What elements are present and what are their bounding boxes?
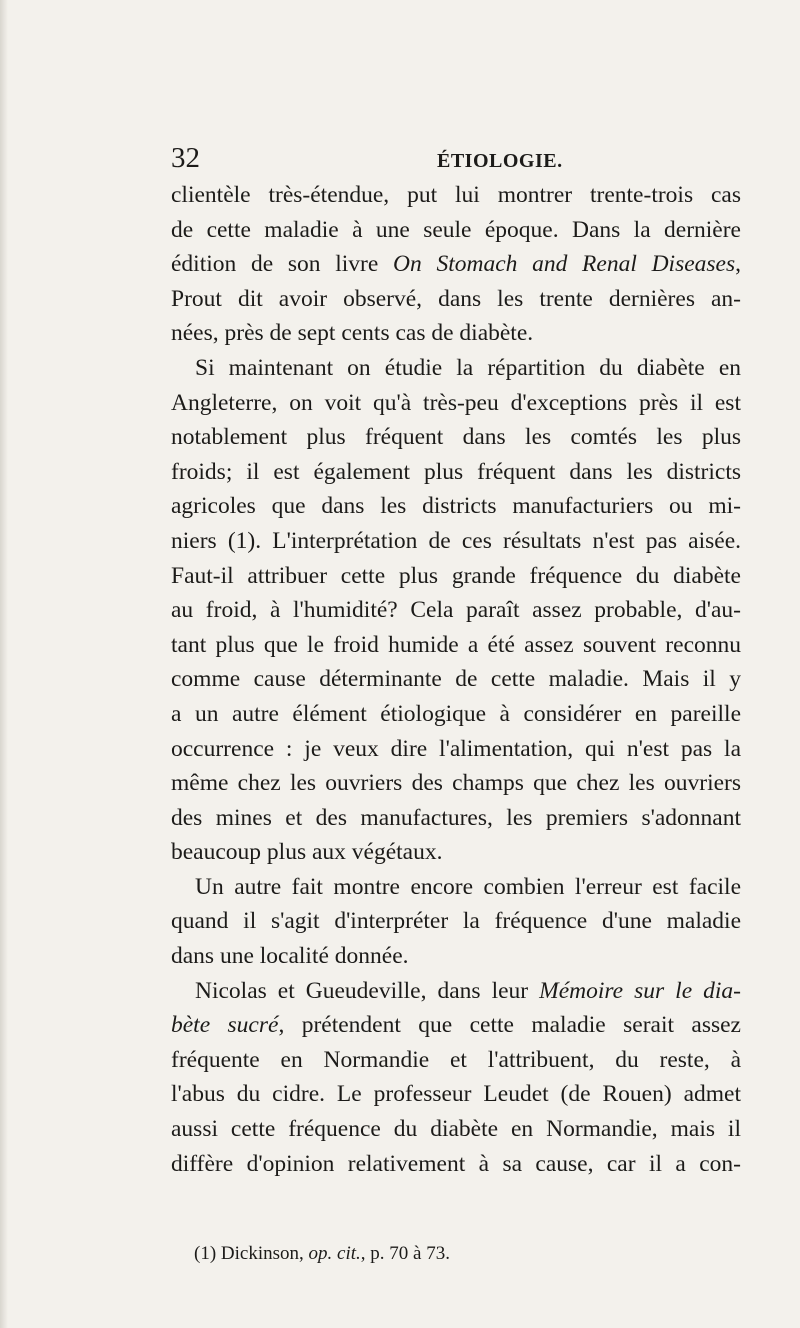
- text-line: aussi cette fréquence du diabète en Normandie, mais il: [171, 1116, 741, 1143]
- text-line: clientèle très-étendue, put lui montrer trente-trois cas: [171, 182, 741, 208]
- text-line: bète sucré, prétendent que cette maladie serait assez: [171, 1012, 741, 1039]
- text-line: niers (1). L'interprétation de ces résultats n'est pas aisée.: [171, 527, 741, 554]
- page-header: [171, 143, 741, 173]
- italic-title: Mémoire sur le dia-: [539, 977, 741, 1004]
- text-line: Faut-il attribuer cette plus grande fréquence du diabète: [171, 562, 741, 589]
- italic-title: bète sucré: [171, 1012, 279, 1039]
- text-line: dans une localité donnée.: [171, 943, 409, 970]
- text-line: Un autre fait montre encore combien l'erreur est facile: [195, 873, 741, 900]
- paragraph: [171, 351, 741, 870]
- italic-title: op. cit.: [308, 1243, 361, 1264]
- footnote-marker: (1): [194, 1243, 221, 1264]
- text-line: Prout dit avoir observé, dans les trente dernières an-: [171, 285, 741, 312]
- text-line: beaucoup plus aux végétaux.: [171, 839, 443, 866]
- text-line: agricoles que dans les districts manufacturiers ou mi-: [171, 493, 741, 520]
- page-edge-shadow: [0, 0, 8, 1328]
- text-line: des mines et des manufactures, les premiers s'adonnant: [171, 804, 741, 831]
- italic-title: On Stomach and Renal Diseases: [393, 251, 736, 278]
- text-line: même chez les ouvriers des champs que chez les ouvriers: [171, 770, 741, 797]
- running-title: ÉTIOLOGIE.: [437, 150, 563, 172]
- text-line: de cette maladie à une seule époque. Dans la dernière: [171, 216, 741, 243]
- text-line: au froid, à l'humidité? Cela paraît assez probable, d'au-: [171, 597, 741, 624]
- text-line: édition de son livre On Stomach and Renal Diseases,: [171, 251, 741, 278]
- text-line: froids; il est également plus fréquent dans les districts: [171, 458, 741, 485]
- text-line: occurrence : je veux dire l'alimentation, qui n'est pas la: [171, 735, 741, 762]
- paragraph: [171, 178, 741, 351]
- text-line: diffère d'opinion relativement à sa cause, car il a con-: [171, 1150, 741, 1177]
- footnote-text: Dickinson, op. cit., p. 70 à 73.: [220, 1243, 450, 1264]
- text-line: l'abus du cidre. Le professeur Leudet (de Rouen) admet: [171, 1081, 741, 1108]
- body-text: [171, 178, 741, 1181]
- text-line: quand il s'agit d'interpréter la fréquence d'une maladie: [171, 908, 741, 935]
- page-number: 32: [171, 142, 200, 174]
- text-line: fréquente en Normandie et l'attribuent, du reste, à: [171, 1046, 741, 1073]
- text-line: Angleterre, on voit qu'à très-peu d'exceptions près il est: [171, 389, 741, 416]
- paragraph: [171, 870, 741, 974]
- text-line: tant plus que le froid humide a été assez souvent reconnu: [171, 631, 741, 658]
- text-line: Si maintenant on étudie la répartition du diabète en: [195, 354, 741, 381]
- text-line: Nicolas et Gueudeville, dans leur Mémoire sur le dia-: [195, 977, 741, 1004]
- text-line: nées, près de sept cents cas de diabète.: [171, 320, 534, 347]
- paragraph: [171, 974, 741, 1182]
- text-line: a un autre élément étiologique à considérer en pareille: [171, 700, 741, 727]
- text-line: notablement plus fréquent dans les comtés les plus: [171, 424, 741, 451]
- footnote: [194, 1242, 734, 1266]
- text-line: comme cause déterminante de cette maladie. Mais il y: [171, 666, 741, 693]
